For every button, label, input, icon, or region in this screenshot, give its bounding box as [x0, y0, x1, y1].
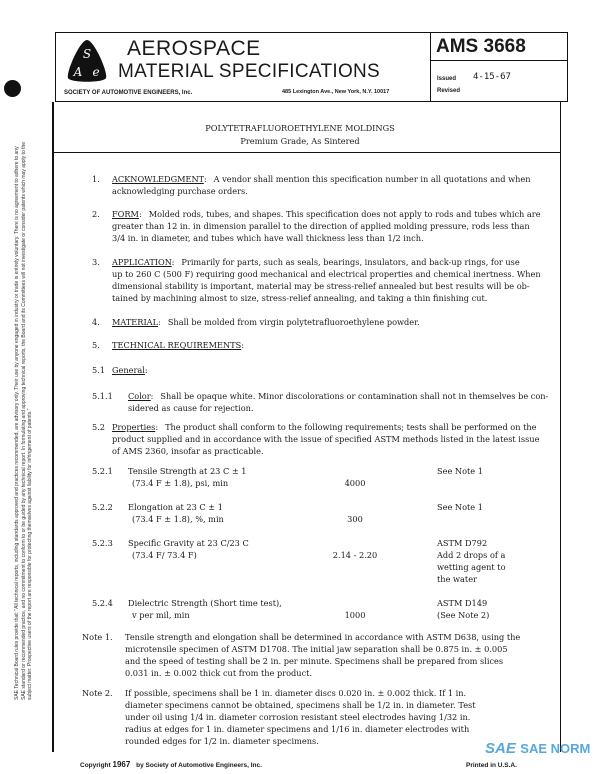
- sae-logo: [64, 38, 110, 84]
- issued-date: 4-15-67: [473, 72, 511, 82]
- property-number: 5.2.4: [92, 598, 113, 608]
- note-text: If possible, specimens shall be 1 in. diameter discs 0.020 in. ± 0.002 thick. If 1 in.: [125, 688, 467, 698]
- copyright-holder: by Society of Automotive Engineers, Inc.: [136, 762, 262, 769]
- section-text: up to 260 C (500 F) requiring good mechanical and electrical properties and chemical inertness. When: [112, 269, 541, 279]
- section-heading: Properties: [112, 422, 156, 432]
- spec-number-box: [430, 32, 568, 102]
- section-number: 1.: [92, 174, 100, 184]
- revised-label: Revised: [437, 88, 461, 94]
- watermark-text: SAE NORM: [520, 741, 591, 756]
- section-number: 2.: [92, 209, 100, 219]
- section-text: product supplied and in accordance with the issue of specified ASTM methods listed in the latest issue: [112, 434, 540, 444]
- property-method: ASTM D792: [437, 538, 488, 548]
- note-text: diameter specimens cannot be obtained, specimens shall be 1/2 in. in diameter. Test: [125, 700, 476, 710]
- sae-disclaimer: SAE Technical Board rules provide that: "All technical reports, including standards approved and practices recommended, are advisory only. Their use by anyone engaged in industry or trade is entirely voluntary. There is no agreement to adhere to any SAE standard or recommended practice, and no commitment to conform to or be guided by any technical report. In formulating and approving technical reports, the Board and its Committees will not investigate or consider patents which may apply to the subject matter. Prospective users of the report are responsible for protecting themselves against liability for infringement of patents.": [14, 141, 33, 700]
- note-label: Note 1.: [82, 632, 113, 642]
- section-text: Primarily for parts, such as seals, bearings, insulators, and back-up rings, for use: [181, 257, 520, 267]
- section-first-line: [112, 421, 537, 433]
- property-method: (See Note 2): [437, 610, 490, 620]
- society-name: SOCIETY OF AUTOMOTIVE ENGINEERS, Inc.: [64, 90, 193, 96]
- doc-subtitle: Premium Grade, As Sintered: [240, 136, 360, 146]
- section-number: 3.: [92, 257, 100, 267]
- heading-colon: :: [144, 365, 148, 375]
- section-text: A vendor shall mention this specification number in all quotations and when: [213, 174, 531, 184]
- section-first-line: [112, 208, 541, 220]
- section-text: acknowledging purchase orders.: [112, 186, 248, 196]
- property-name: v per mil, min: [132, 610, 190, 620]
- note-text: under oil using 1/4 in. diameter corrosion resistant steel electrodes having 1/32 in.: [125, 712, 471, 722]
- property-number: 5.2.2: [92, 502, 113, 512]
- heading-colon: :: [158, 317, 161, 327]
- section-first-line: [112, 173, 531, 185]
- section-number: 4.: [92, 317, 100, 327]
- section-heading: ACKNOWLEDGMENT: [112, 174, 204, 184]
- left-border: [52, 102, 54, 752]
- property-method: ASTM D149: [437, 598, 488, 608]
- section-first-line: [112, 339, 244, 351]
- footer-copyright: [80, 761, 262, 770]
- heading-colon: :: [171, 257, 175, 267]
- heading-colon: :: [241, 340, 244, 350]
- issued-label: Issued: [437, 76, 457, 82]
- property-method: Add 2 drops of a: [437, 550, 506, 560]
- section-text: Shall be molded from virgin polytetrafluoroethylene powder.: [167, 317, 420, 327]
- section-text: Shall be opaque white. Minor discolorations or contamination shall not in themselves be con-: [160, 391, 549, 401]
- property-number: 5.2.3: [92, 538, 113, 548]
- heading-colon: :: [203, 174, 207, 184]
- header-title-2: MATERIAL SPECIFICATIONS: [118, 61, 381, 82]
- section-text: sidered as cause for rejection.: [128, 403, 254, 413]
- note-text: rounded edges for 1/2 in. diameter specimens.: [125, 736, 319, 746]
- section-text: greater than 12 in. in dimension parallel to the direction of applied molding pressure, rods less than: [112, 221, 530, 231]
- section-text: 3/4 in. in diameter, and tubes which have wall thickness less than 1/2 inch.: [112, 233, 424, 243]
- note-text: microtensile specimen of ASTM D1708. The initial jaw separation shall be 0.875 in. ± 0.005: [125, 644, 508, 654]
- section-heading: APPLICATION: [112, 257, 172, 267]
- section-first-line: [112, 256, 520, 268]
- section-heading: Color: [128, 391, 151, 401]
- section-text: tained by machining almost to size, stress-relief annealing, and taking a thin finishing cut.: [112, 293, 488, 303]
- section-text: of AMS 2360, insofar as practicable.: [112, 446, 264, 456]
- watermark: [485, 741, 590, 757]
- property-value: 2.14 - 2.20: [332, 550, 378, 560]
- section-first-line: [128, 390, 548, 402]
- section-heading: MATERIAL: [112, 317, 159, 327]
- property-method: the water: [437, 574, 477, 584]
- svg-text:A: A: [73, 65, 83, 79]
- section-text: Molded rods, tubes, and shapes. This specification does not apply to rods and tubes which are: [148, 209, 541, 219]
- property-name: Specific Gravity at 23 C/23 C: [128, 538, 249, 548]
- property-name: (73.4 F/ 73.4 F): [132, 550, 197, 560]
- property-method: See Note 1: [437, 502, 483, 512]
- property-name: Tensile Strength at 23 C ± 1: [128, 466, 247, 476]
- property-value: 1000: [344, 610, 366, 620]
- spec-number: AMS 3668: [436, 36, 526, 57]
- doc-title: POLYTETRAFLUOROETHYLENE MOLDINGS: [205, 123, 395, 133]
- header-title-1: AEROSPACE: [127, 37, 261, 60]
- property-value: 4000: [344, 478, 366, 488]
- svg-text:S: S: [82, 47, 92, 61]
- copyright-year: 1967: [112, 760, 131, 769]
- svg-text:e: e: [92, 65, 100, 79]
- property-number: 5.2.1: [92, 466, 113, 476]
- property-name: (73.4 F ± 1.8), psi, min: [132, 478, 229, 488]
- note-text: and the speed of testing shall be 2 in. per minute. Specimens shall be prepared from slices: [125, 656, 504, 666]
- property-name: (73.4 F ± 1.8), %, min: [132, 514, 224, 524]
- section-number: 5.1: [92, 365, 106, 375]
- heading-colon: :: [150, 391, 154, 401]
- section-text: The product shall conform to the following requirements; tests shall be performed on the: [165, 422, 537, 432]
- property-name: Elongation at 23 C ± 1: [128, 502, 223, 512]
- property-method: See Note 1: [437, 466, 483, 476]
- watermark-logo: SAE: [485, 740, 516, 757]
- section-first-line: [112, 364, 148, 376]
- society-address: 485 Lexington Ave., New York, N.Y. 10017: [282, 89, 390, 95]
- section-text: dimensional stability is important, material may be stress-relief annealed but best results will be ob-: [112, 281, 530, 291]
- section-heading: FORM: [112, 209, 139, 219]
- heading-colon: :: [138, 209, 142, 219]
- section-heading: TECHNICAL REQUIREMENTS: [112, 340, 242, 350]
- title-divider: [52, 152, 561, 153]
- note-text: radius at edges for 1 in. diameter specimens and 1/16 in. diameter electrodes with: [125, 724, 470, 734]
- section-number: 5.2: [92, 422, 106, 432]
- hole-punch-dot: [4, 80, 21, 97]
- note-label: Note 2.: [82, 688, 113, 698]
- note-text: Tensile strength and elongation shall be determined in accordance with ASTM D638, using the: [125, 632, 521, 642]
- property-value: 300: [347, 514, 363, 524]
- note-text: 0.031 in. ± 0.002 thick cut from the product.: [125, 668, 313, 678]
- property-name: Dielectric Strength (Short time test),: [128, 598, 282, 608]
- section-first-line: [112, 316, 420, 328]
- footer-printed: Printed in U.S.A.: [466, 762, 517, 769]
- section-heading: General: [112, 365, 145, 375]
- property-method: wetting agent to: [437, 562, 506, 572]
- section-number: 5.1.1: [92, 391, 113, 401]
- right-border: [560, 102, 561, 752]
- section-number: 5.: [92, 340, 100, 350]
- heading-colon: :: [155, 422, 159, 432]
- copyright-label: Copyright: [80, 762, 111, 769]
